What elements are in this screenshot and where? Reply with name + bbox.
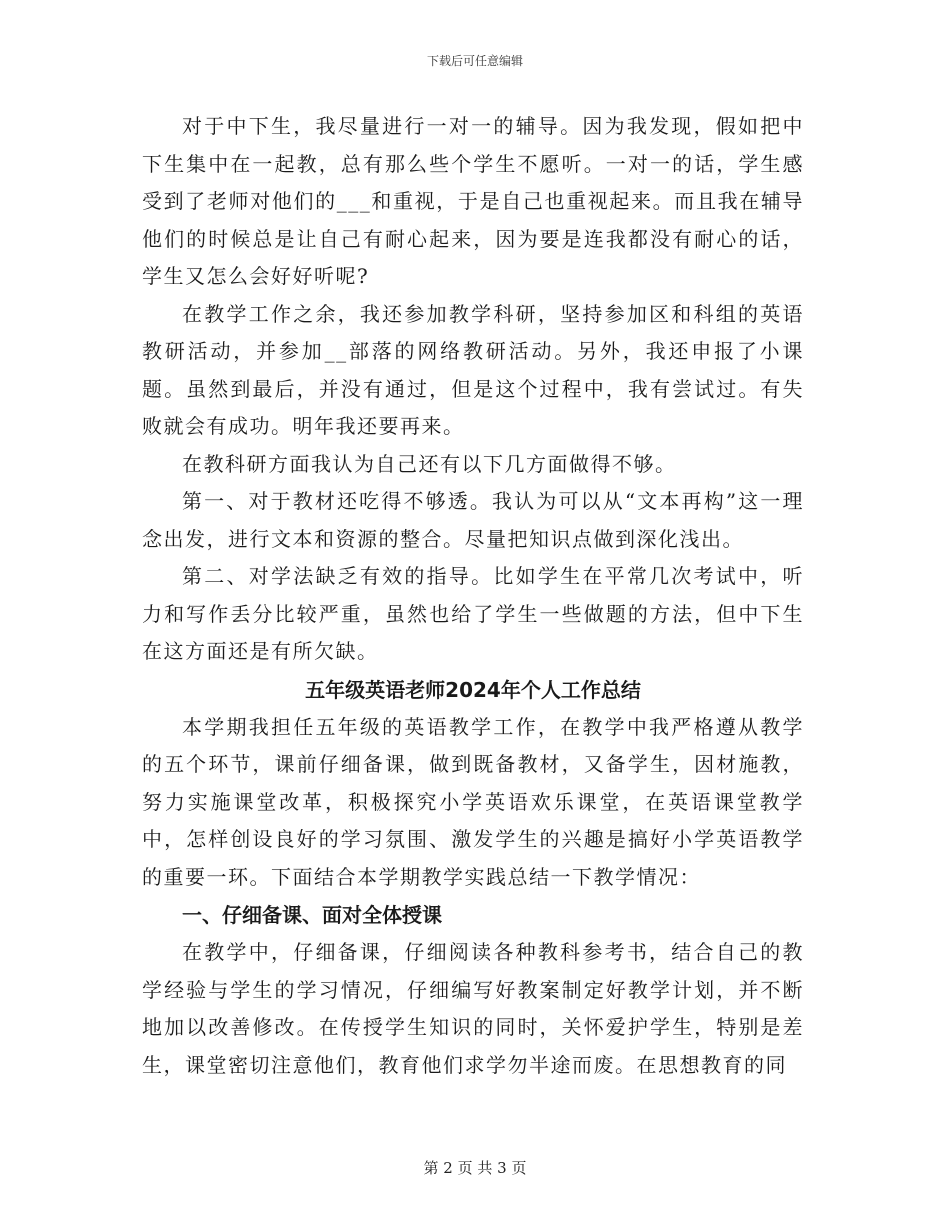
document-body [142,108,804,1084]
section-title: 五年级英语老师2024年个人工作总结 [305,677,641,702]
paragraph-intro: 本学期我担任五年级的英语教学工作，在教学中我严格遵从教学的五个环节，课前仔细备课，做到既备教材，又备学生，因材施教，努力实施课堂改革，积极探究小学英语欢乐课堂，在英语课堂教学中，怎样创设良好的学习氛围、激发学生的兴趣是搞好小学英语教学的重要一环。下面结合本学期教学实践总结一下教学情况： [142,714,804,889]
paragraph-shortcomings: 在教科研方面我认为自己还有以下几方面做得不够。 [182,451,677,476]
paragraph-first-point: 第一、对于教材还吃得不够透。我认为可以从“文本再构”这一理念出发，进行文本和资源的整合。尽量把知识点做到深化浅出。 [142,489,804,551]
paragraph-tutoring: 对于中下生，我尽量进行一对一的辅导。因为我发现，假如把中下生集中在一起教，总有那么些个学生不愿听。一对一的话，学生感受到了老师对他们的___和重视，于是自己也重视起来。而且我在辅导他们的时候总是让自己有耐心起来，因为要是连我都没有耐心的话，学生又怎么会好好听呢? [142,114,804,288]
paragraph-research: 在教学工作之余，我还参加教学科研，坚持参加区和科组的英语教研活动，并参加__部落的网络教研活动。另外，我还申报了小课题。虽然到最后，并没有通过，但是这个过程中，我有尝试过。有失败就会有成功。明年我还要再来。 [142,301,804,438]
header-note: 下载后可任意编辑 [426,54,523,68]
paragraph-section-text: 在教学中，仔细备课，仔细阅读各种教科参考书，结合自己的教学经验与学生的学习情况，仔细编写好教案制定好教学计划，并不断地加以改善修改。在传授学生知识的同时，关怀爱护学生，特别是差生，课堂密切注意他们，教育他们求学勿半途而废。在思想教育的同 [142,940,804,1077]
section-heading: 一、仔细备课、面对全体授课 [182,903,442,927]
paragraph-second-point: 第二、对学法缺乏有效的指导。比如学生在平常几次考试中，听力和写作丢分比较严重，虽然也给了学生一些做题的方法，但中下生在这方面还是有所欠缺。 [142,564,804,663]
page-footer: 第 2 页 共 3 页 [423,1159,527,1177]
